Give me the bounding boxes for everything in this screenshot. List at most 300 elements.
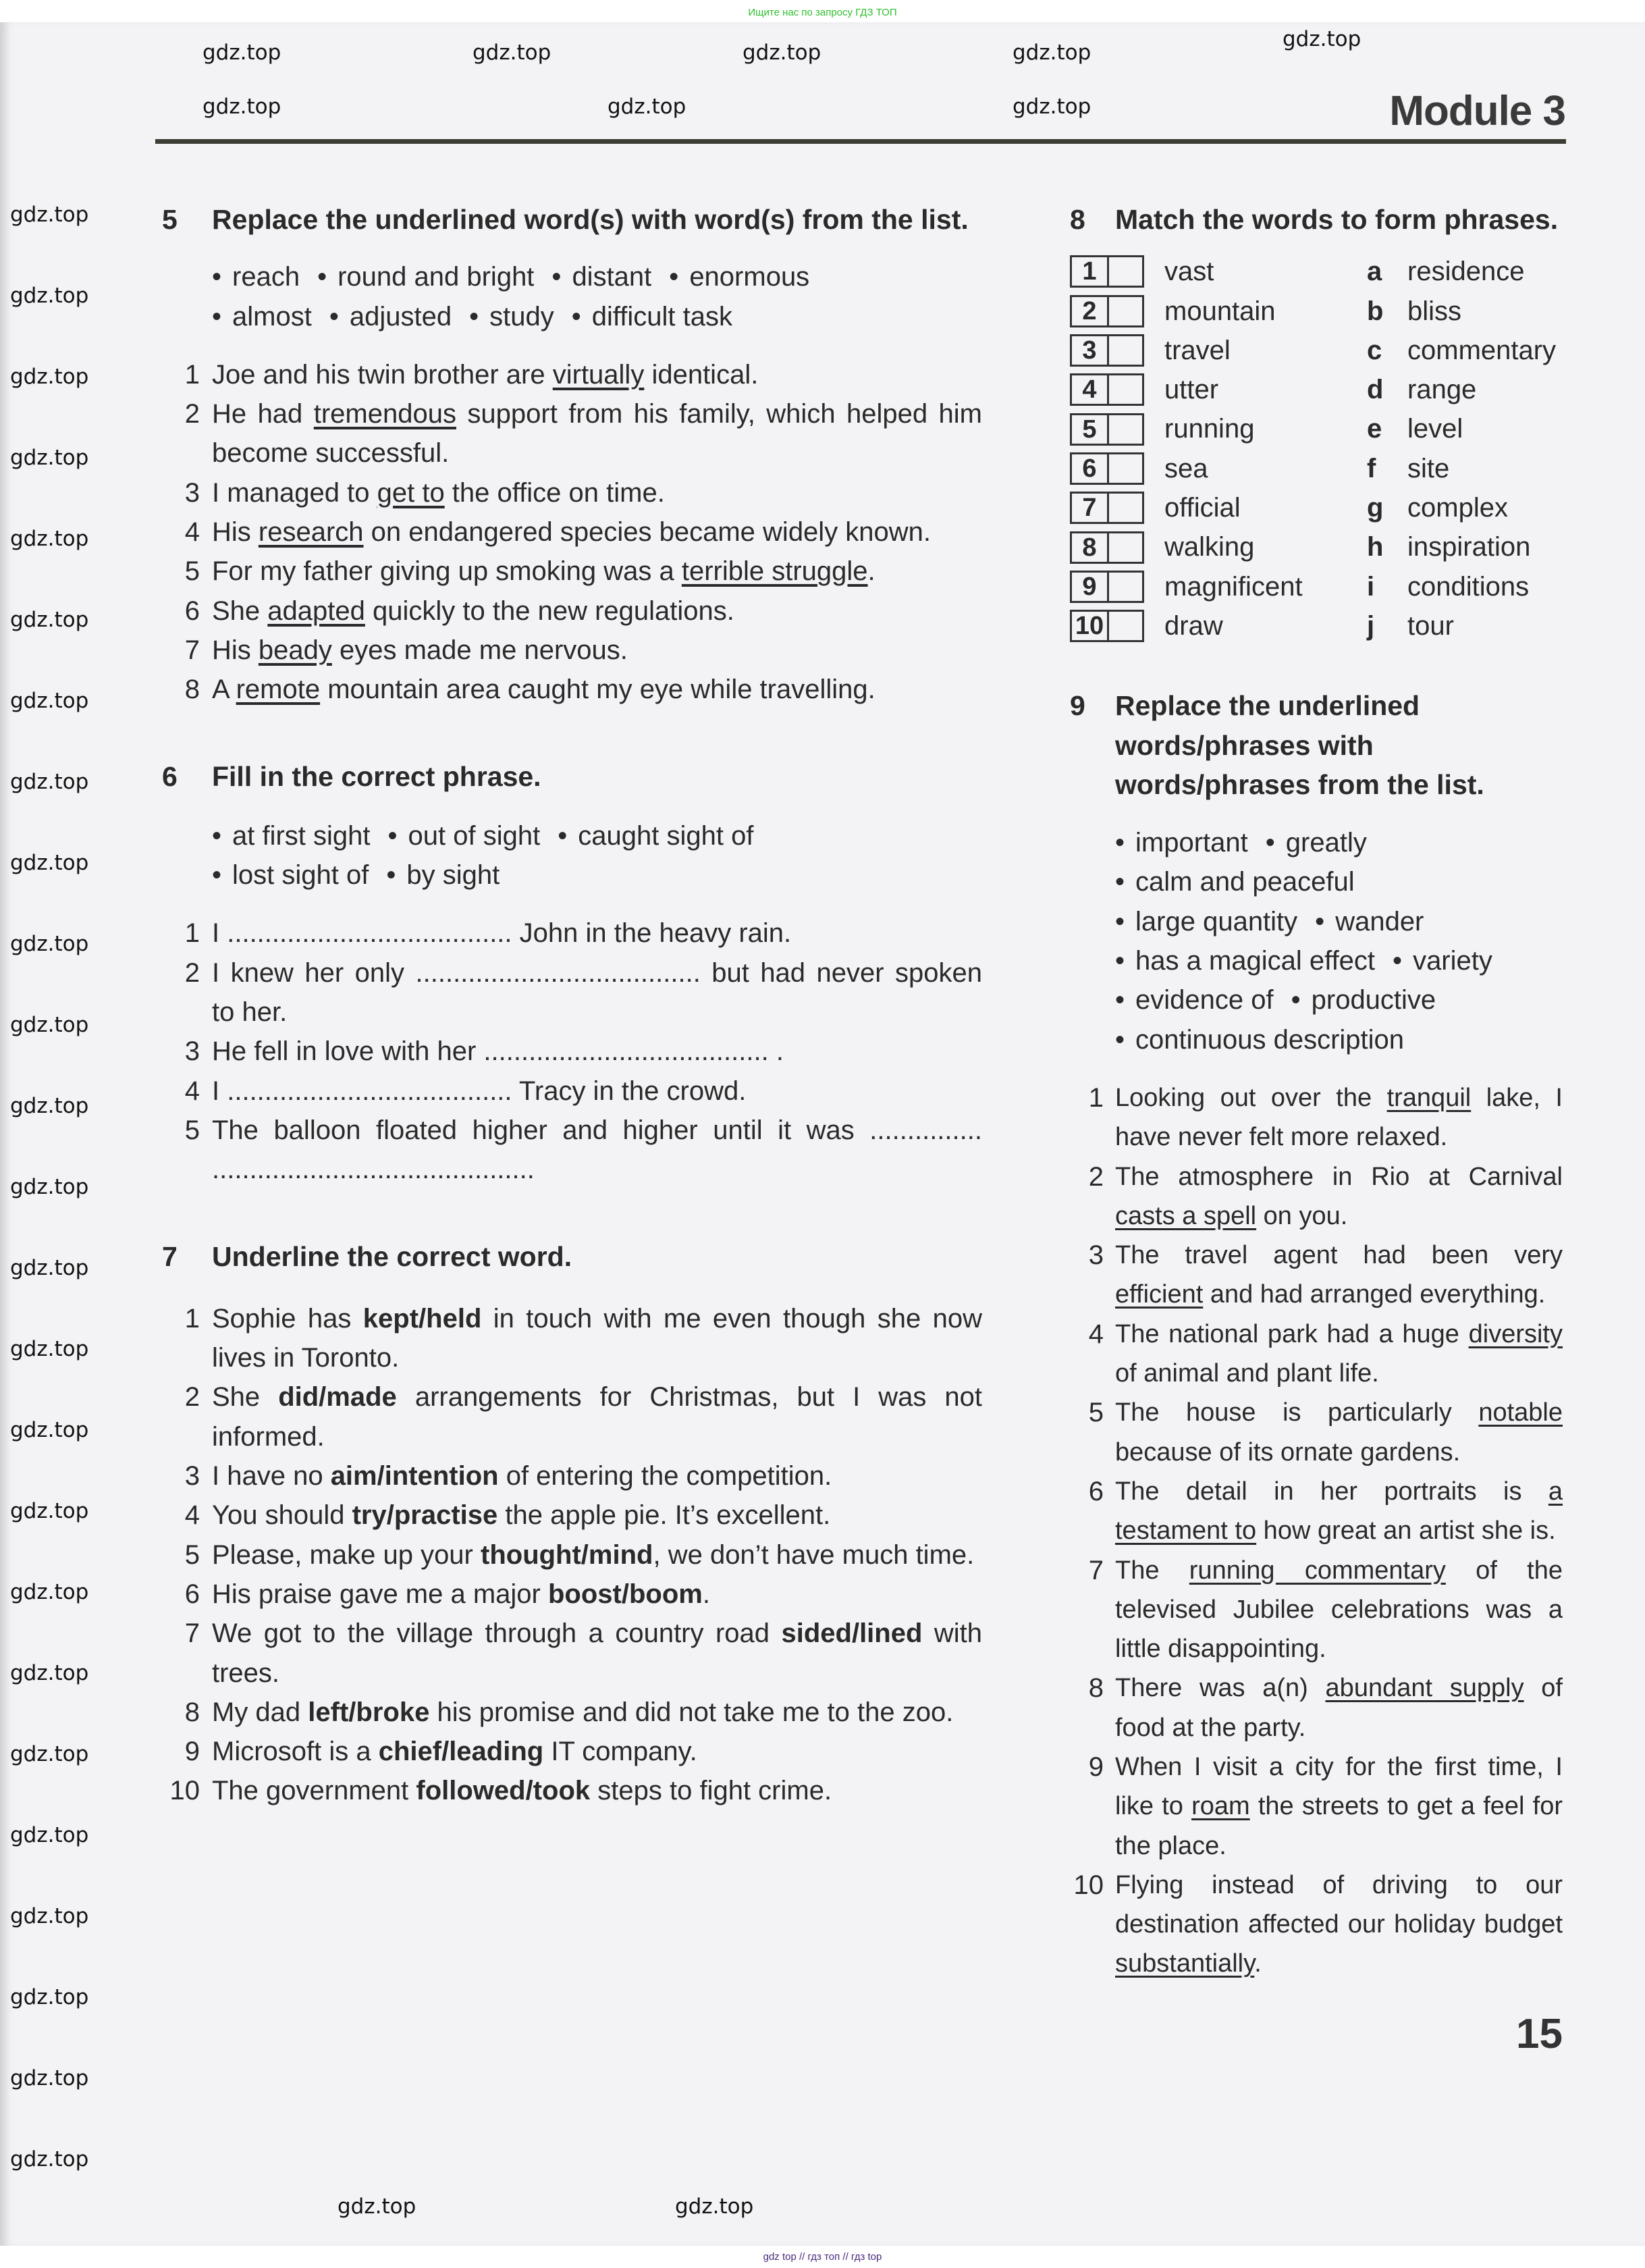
item-number: 3 <box>1072 336 1109 365</box>
text-segment: Microsoft is a <box>212 1737 379 1767</box>
match-row <box>1070 527 1563 566</box>
watermark: gdz.top <box>10 1823 89 1847</box>
item-text <box>212 670 982 709</box>
text-segment: The government <box>212 1776 416 1806</box>
item-number: 1 <box>1072 257 1109 286</box>
text-segment: the apple pie. It’s excellent. <box>497 1500 831 1531</box>
answer-box <box>1070 295 1144 327</box>
exercise-item <box>162 591 982 631</box>
exercise-number: 5 <box>162 204 178 235</box>
watermark: gdz.top <box>10 1175 89 1199</box>
exercise-number: 8 <box>1070 204 1085 235</box>
text-segment: . <box>702 1579 710 1609</box>
item-number: 4 <box>184 1500 200 1531</box>
match-word-right: range <box>1407 375 1477 405</box>
item-text <box>212 1299 982 1378</box>
word-list-option: • variety <box>1393 941 1492 980</box>
answer-box <box>1070 531 1144 564</box>
match-word-right: level <box>1407 414 1463 444</box>
exercise-item <box>162 1771 982 1810</box>
match-word-left: magnificent <box>1164 571 1303 602</box>
item-number: 1 <box>184 359 200 390</box>
text-segment: I knew her only ...................................... but had never spoken to her. <box>212 957 982 1028</box>
word-list <box>212 257 982 336</box>
exercise-number: 6 <box>162 760 178 792</box>
item-text <box>212 914 982 953</box>
word-list-option: • calm and peaceful <box>1115 862 1355 901</box>
watermark: gdz.top <box>10 1013 89 1037</box>
watermark: gdz.top <box>10 1742 89 1766</box>
text-segment: Joe and his twin brother are <box>212 359 553 390</box>
item-text <box>212 1377 982 1456</box>
word-list-option: • greatly <box>1266 823 1367 862</box>
answer-box <box>1070 373 1144 406</box>
item-text <box>212 591 982 631</box>
text-segment: His <box>212 517 259 548</box>
item-text <box>212 1614 982 1693</box>
exercise-item <box>162 1072 982 1111</box>
text-segment: of animal and plant life. <box>1115 1359 1379 1388</box>
watermark: gdz.top <box>203 95 281 119</box>
text-segment: When I visit a city for the first time, I like to <box>1115 1752 1563 1821</box>
exercise-item <box>1070 1472 1563 1551</box>
item-number: 3 <box>184 477 200 508</box>
item-number: 4 <box>184 1076 200 1106</box>
item-number: 9 <box>1072 573 1109 601</box>
bottom-banner-text: gdz top // гдз топ // гдз top <box>763 2251 882 2263</box>
item-number: 8 <box>1072 533 1109 562</box>
word-list-option: • wander <box>1315 902 1424 941</box>
match-word-left: travel <box>1164 335 1231 365</box>
item-number: 7 <box>184 635 200 665</box>
text-segment: his promise and did not take me to the zoo. <box>429 1697 954 1727</box>
underlined-phrase: tremendous <box>313 399 456 429</box>
underlined-phrase: remote <box>236 675 321 705</box>
text-segment: the streets to get a feel for the place. <box>1115 1792 1563 1860</box>
text-segment: how great an artist she is. <box>1256 1517 1556 1546</box>
item-text <box>212 1111 982 1190</box>
word-list-option: • productive <box>1291 980 1436 1020</box>
item-text <box>212 1693 982 1732</box>
item-text <box>1115 1747 1563 1866</box>
watermark: gdz.top <box>10 284 89 308</box>
exercise-instruction: Replace the underlined words/phrases with words/phrases from the list. <box>1115 690 1484 800</box>
exercise-item <box>162 1693 982 1732</box>
exercise-instruction: Fill in the correct phrase. <box>212 760 541 792</box>
right-column <box>1070 200 1563 2058</box>
item-text <box>1115 1315 1563 1394</box>
item-number: 5 <box>1072 415 1109 444</box>
word-list-option: • by sight <box>386 855 500 895</box>
word-choice: aim/intention <box>330 1461 499 1492</box>
watermark: gdz.top <box>473 41 551 65</box>
word-list-option: • important <box>1115 823 1248 862</box>
item-number: 10 <box>169 1776 200 1806</box>
text-segment: the office on time. <box>444 477 665 508</box>
word-choice: kept/held <box>362 1303 482 1334</box>
watermark: gdz.top <box>10 932 89 956</box>
watermark: gdz.top <box>10 2066 89 2090</box>
match-word-right: complex <box>1407 493 1508 523</box>
matching-table <box>1070 252 1563 645</box>
text-segment: She <box>212 1382 279 1413</box>
item-number: 3 <box>184 1461 200 1492</box>
watermark: gdz.top <box>10 770 89 794</box>
item-number: 9 <box>184 1737 200 1767</box>
exercise-item <box>162 670 982 709</box>
exercise-item <box>162 1535 982 1575</box>
text-segment: The detail in her portraits is <box>1115 1477 1548 1506</box>
word-list-row <box>1115 902 1563 941</box>
item-number: 1 <box>184 1303 200 1334</box>
word-list-option: • evidence of <box>1115 980 1274 1020</box>
watermark: gdz.top <box>10 1985 89 2009</box>
watermark: gdz.top <box>203 41 281 65</box>
exercise-item <box>162 1732 982 1771</box>
word-list-option: • lost sight of <box>212 855 369 895</box>
underlined-phrase: research <box>258 517 364 548</box>
exercise-8 <box>1070 200 1563 645</box>
exercise-5 <box>162 200 982 710</box>
item-number: 10 <box>1073 1870 1104 1900</box>
text-segment: steps to fight crime. <box>590 1776 832 1806</box>
exercise-instruction: Replace the underlined word(s) with word(s) from the list. <box>212 204 969 235</box>
match-row <box>1070 370 1563 409</box>
word-choice: left/broke <box>308 1697 430 1727</box>
match-row <box>1070 449 1563 488</box>
item-text <box>1115 1393 1563 1472</box>
text-segment: and had arranged everything. <box>1203 1280 1546 1309</box>
text-segment: quickly to the new regulations. <box>365 596 734 626</box>
word-list-row <box>212 816 982 855</box>
module-heading: Module 3 <box>1389 88 1565 134</box>
underlined-phrase: roam <box>1191 1792 1250 1821</box>
match-letter: h <box>1367 532 1384 562</box>
exercise-item <box>162 1377 982 1456</box>
item-number: 7 <box>184 1618 200 1649</box>
match-row <box>1070 292 1563 331</box>
underlined-phrase: beady <box>258 635 332 665</box>
underlined-phrase: running commentary <box>1189 1556 1446 1585</box>
watermark: gdz.top <box>608 95 686 119</box>
exercise-item <box>162 394 982 473</box>
word-choice: try/practise <box>352 1500 498 1531</box>
exercise-item <box>162 1614 982 1693</box>
text-segment: His <box>212 635 259 665</box>
underlined-phrase: casts a spell <box>1115 1201 1257 1230</box>
item-number: 2 <box>184 399 200 429</box>
word-list-option: • almost <box>212 297 312 336</box>
match-word-left: walking <box>1164 532 1255 562</box>
text-segment: arrangements for Christmas, but I was not informed. <box>212 1382 982 1452</box>
item-number: 5 <box>1088 1398 1104 1428</box>
text-segment: . <box>1254 1949 1262 1978</box>
item-text <box>212 1032 982 1071</box>
word-list-option: • out of sight <box>388 816 541 855</box>
watermark: gdz.top <box>675 2194 754 2219</box>
answer-box <box>1070 334 1144 367</box>
item-number: 5 <box>184 1115 200 1145</box>
item-text <box>212 552 982 591</box>
underlined-phrase: tranquil <box>1386 1083 1472 1112</box>
item-number: 2 <box>184 1382 200 1413</box>
item-text <box>1115 1866 1563 1984</box>
exercise-item <box>162 1496 982 1535</box>
exercise-item <box>162 1299 982 1378</box>
item-text <box>212 1575 982 1614</box>
word-list-row <box>1115 823 1563 862</box>
item-number: 2 <box>184 957 200 988</box>
item-number: 7 <box>1088 1555 1104 1585</box>
item-list <box>162 355 982 710</box>
item-number: 6 <box>184 1579 200 1609</box>
watermark: gdz.top <box>10 365 89 389</box>
answer-box <box>1070 413 1144 446</box>
match-letter: i <box>1367 571 1375 602</box>
item-number: 7 <box>1072 494 1109 522</box>
text-segment: because of its ornate gardens. <box>1115 1438 1461 1467</box>
underlined-phrase: diversity <box>1468 1319 1563 1348</box>
match-word-left: running <box>1164 414 1255 444</box>
underlined-phrase: a testament to <box>1115 1477 1563 1546</box>
underlined-phrase: adapted <box>267 596 365 626</box>
text-segment: A <box>212 675 236 705</box>
phrase-list <box>212 816 982 895</box>
exercise-instruction: Underline the correct word. <box>212 1240 572 1272</box>
match-word-right: site <box>1407 453 1450 483</box>
match-word-left: draw <box>1164 610 1223 641</box>
item-text <box>212 1072 982 1111</box>
match-letter: b <box>1367 296 1384 326</box>
item-text <box>212 394 982 473</box>
text-segment: The atmosphere in Rio at Carnival <box>1115 1162 1563 1191</box>
underlined-phrase: efficient <box>1115 1280 1204 1309</box>
left-column <box>162 200 982 1811</box>
exercise-number: 9 <box>1070 690 1085 722</box>
item-text <box>212 1456 982 1496</box>
item-number: 4 <box>184 517 200 548</box>
item-number: 5 <box>184 556 200 587</box>
text-segment: lake, I have never felt more relaxed. <box>1115 1083 1563 1152</box>
exercise-item <box>162 1032 982 1071</box>
text-segment: He had <box>212 399 314 429</box>
item-number: 2 <box>1072 297 1109 325</box>
text-segment: You should <box>212 1500 352 1531</box>
exercise-item <box>1070 1236 1563 1315</box>
exercise-item <box>162 953 982 1032</box>
item-text <box>1115 1078 1563 1157</box>
text-segment: The travel agent had been very <box>1115 1241 1563 1270</box>
watermark: gdz.top <box>10 446 89 470</box>
item-number: 1 <box>184 918 200 949</box>
phrase-list <box>1115 823 1563 1059</box>
exercise-item <box>1070 1866 1563 1984</box>
answer-box <box>1070 255 1144 288</box>
exercise-item <box>162 552 982 591</box>
item-number: 8 <box>184 1697 200 1727</box>
item-number: 4 <box>1072 375 1109 404</box>
text-segment: My dad <box>212 1697 308 1727</box>
match-word-left: mountain <box>1164 296 1276 326</box>
match-row <box>1070 488 1563 527</box>
word-list-row <box>212 297 982 336</box>
match-word-left: vast <box>1164 257 1214 287</box>
text-segment: of the televised Jubilee celebrations was a little disappointing. <box>1115 1556 1563 1664</box>
exercise-item <box>162 1575 982 1614</box>
text-segment: of entering the competition. <box>498 1461 832 1492</box>
text-segment: support from his family, which helped him become successful. <box>212 399 982 469</box>
item-text <box>1115 1668 1563 1747</box>
text-segment: Sophie has <box>212 1303 363 1334</box>
watermark: gdz.top <box>10 1499 89 1523</box>
item-text <box>1115 1236 1563 1315</box>
underlined-phrase: notable <box>1478 1398 1563 1427</box>
item-number: 6 <box>1088 1476 1104 1506</box>
text-segment: Flying instead of driving to our destination affected our holiday budget <box>1115 1870 1563 1939</box>
text-segment: I have no <box>212 1461 331 1492</box>
watermark: gdz.top <box>10 851 89 875</box>
text-segment: identical. <box>644 359 759 390</box>
item-number: 9 <box>1088 1751 1104 1782</box>
match-letter: g <box>1367 493 1384 523</box>
item-text <box>212 1535 982 1575</box>
word-choice: chief/leading <box>378 1737 544 1767</box>
word-list-option: • difficult task <box>572 297 732 336</box>
watermark: gdz.top <box>10 1580 89 1604</box>
item-list <box>1070 1078 1563 1984</box>
item-text <box>212 473 982 512</box>
item-text <box>212 1732 982 1771</box>
text-segment: I ...................................... Tracy in the crowd. <box>212 1076 747 1106</box>
watermark: gdz.top <box>10 527 89 551</box>
exercise-item <box>162 1111 982 1190</box>
watermark: gdz.top <box>10 203 89 227</box>
exercise-6 <box>162 757 982 1190</box>
match-word-right: conditions <box>1407 571 1530 602</box>
word-list-option: • distant <box>551 257 651 296</box>
text-segment: I ...................................... John in the heavy rain. <box>212 918 792 949</box>
exercise-item <box>162 355 982 394</box>
word-choice: followed/took <box>416 1776 591 1806</box>
text-segment: in touch with me even though she now lives in Toronto. <box>212 1303 982 1373</box>
exercise-7 <box>162 1237 982 1811</box>
text-segment: He fell in love with her ...................................... . <box>212 1036 784 1067</box>
text-segment: , we don’t have much time. <box>653 1539 975 1570</box>
word-list-row <box>1115 862 1563 901</box>
underlined-phrase: substantially <box>1115 1949 1255 1978</box>
text-segment: The house is particularly <box>1115 1398 1479 1427</box>
exercise-item <box>1070 1551 1563 1669</box>
match-word-right: commentary <box>1407 335 1557 365</box>
item-number: 4 <box>1088 1319 1104 1349</box>
item-text <box>212 1771 982 1810</box>
match-letter: d <box>1367 375 1384 405</box>
word-choice: sided/lined <box>781 1618 923 1649</box>
match-word-left: official <box>1164 493 1241 523</box>
header-rule <box>155 139 1566 144</box>
item-number: 1 <box>1088 1082 1104 1113</box>
match-row <box>1070 252 1563 291</box>
watermark: gdz.top <box>10 1256 89 1280</box>
item-text <box>212 512 982 552</box>
text-segment: of food at the party. <box>1115 1674 1563 1742</box>
word-list-option: • large quantity <box>1115 902 1297 941</box>
item-number: 8 <box>184 675 200 705</box>
text-segment: She <box>212 596 268 626</box>
underlined-phrase: abundant supply <box>1325 1674 1524 1703</box>
item-list <box>162 1299 982 1811</box>
watermark: gdz.top <box>10 2147 89 2171</box>
match-row <box>1070 331 1563 370</box>
exercise-item <box>162 1456 982 1496</box>
text-segment: Looking out over the <box>1115 1083 1387 1112</box>
watermark: gdz.top <box>10 1418 89 1442</box>
text-segment: For my father giving up smoking was a <box>212 556 682 587</box>
match-letter: c <box>1367 335 1382 365</box>
watermark: gdz.top <box>338 2194 416 2219</box>
underlined-phrase: virtually <box>552 359 645 390</box>
item-text <box>1115 1551 1563 1669</box>
word-list-option: • at first sight <box>212 816 371 855</box>
match-row <box>1070 409 1563 448</box>
exercise-9 <box>1070 686 1563 1984</box>
exercise-instruction: Match the words to form phrases. <box>1115 204 1559 235</box>
match-row <box>1070 567 1563 606</box>
exercise-item <box>1070 1078 1563 1157</box>
text-segment: eyes made me nervous. <box>331 635 628 665</box>
match-word-right: inspiration <box>1407 532 1531 562</box>
item-text <box>212 631 982 670</box>
text-segment: The national park had a huge <box>1115 1319 1469 1348</box>
item-number: 6 <box>184 596 200 626</box>
exercise-item <box>1070 1668 1563 1747</box>
item-number: 5 <box>184 1539 200 1570</box>
text-segment: on endangered species became widely known. <box>363 517 932 548</box>
item-text <box>1115 1157 1563 1236</box>
text-segment: on you. <box>1256 1201 1348 1230</box>
text-segment: I managed to <box>212 477 377 508</box>
word-choice: thought/mind <box>481 1539 653 1570</box>
text-segment: mountain area caught my eye while travelling. <box>320 675 875 705</box>
word-choice: boost/boom <box>547 1579 703 1609</box>
item-text <box>212 953 982 1032</box>
word-list-option: • caught sight of <box>558 816 753 855</box>
watermark: gdz.top <box>10 608 89 632</box>
exercise-item <box>162 512 982 552</box>
match-letter: f <box>1367 453 1376 483</box>
match-word-right: bliss <box>1407 296 1462 326</box>
item-number: 8 <box>1088 1673 1104 1704</box>
watermark: gdz.top <box>1013 95 1091 119</box>
match-word-left: utter <box>1164 375 1219 405</box>
match-letter: a <box>1367 257 1382 287</box>
exercise-item <box>162 631 982 670</box>
watermark: gdz.top <box>10 1661 89 1685</box>
word-list-option: • study <box>469 297 554 336</box>
word-list-option: • round and bright <box>317 257 534 296</box>
exercise-item <box>162 914 982 953</box>
word-list-option: • adjusted <box>329 297 452 336</box>
text-segment: There was a(n) <box>1115 1674 1326 1703</box>
watermark: gdz.top <box>1013 41 1091 65</box>
watermark: gdz.top <box>10 1904 89 1928</box>
word-list-row <box>1115 980 1563 1020</box>
top-banner-text: Ищите нас по запросу ГДЗ ТОП <box>748 7 897 18</box>
text-segment: His praise gave me a major <box>212 1579 548 1609</box>
exercise-item <box>1070 1393 1563 1472</box>
item-number: 3 <box>1088 1240 1104 1271</box>
text-segment: with trees. <box>212 1618 983 1688</box>
